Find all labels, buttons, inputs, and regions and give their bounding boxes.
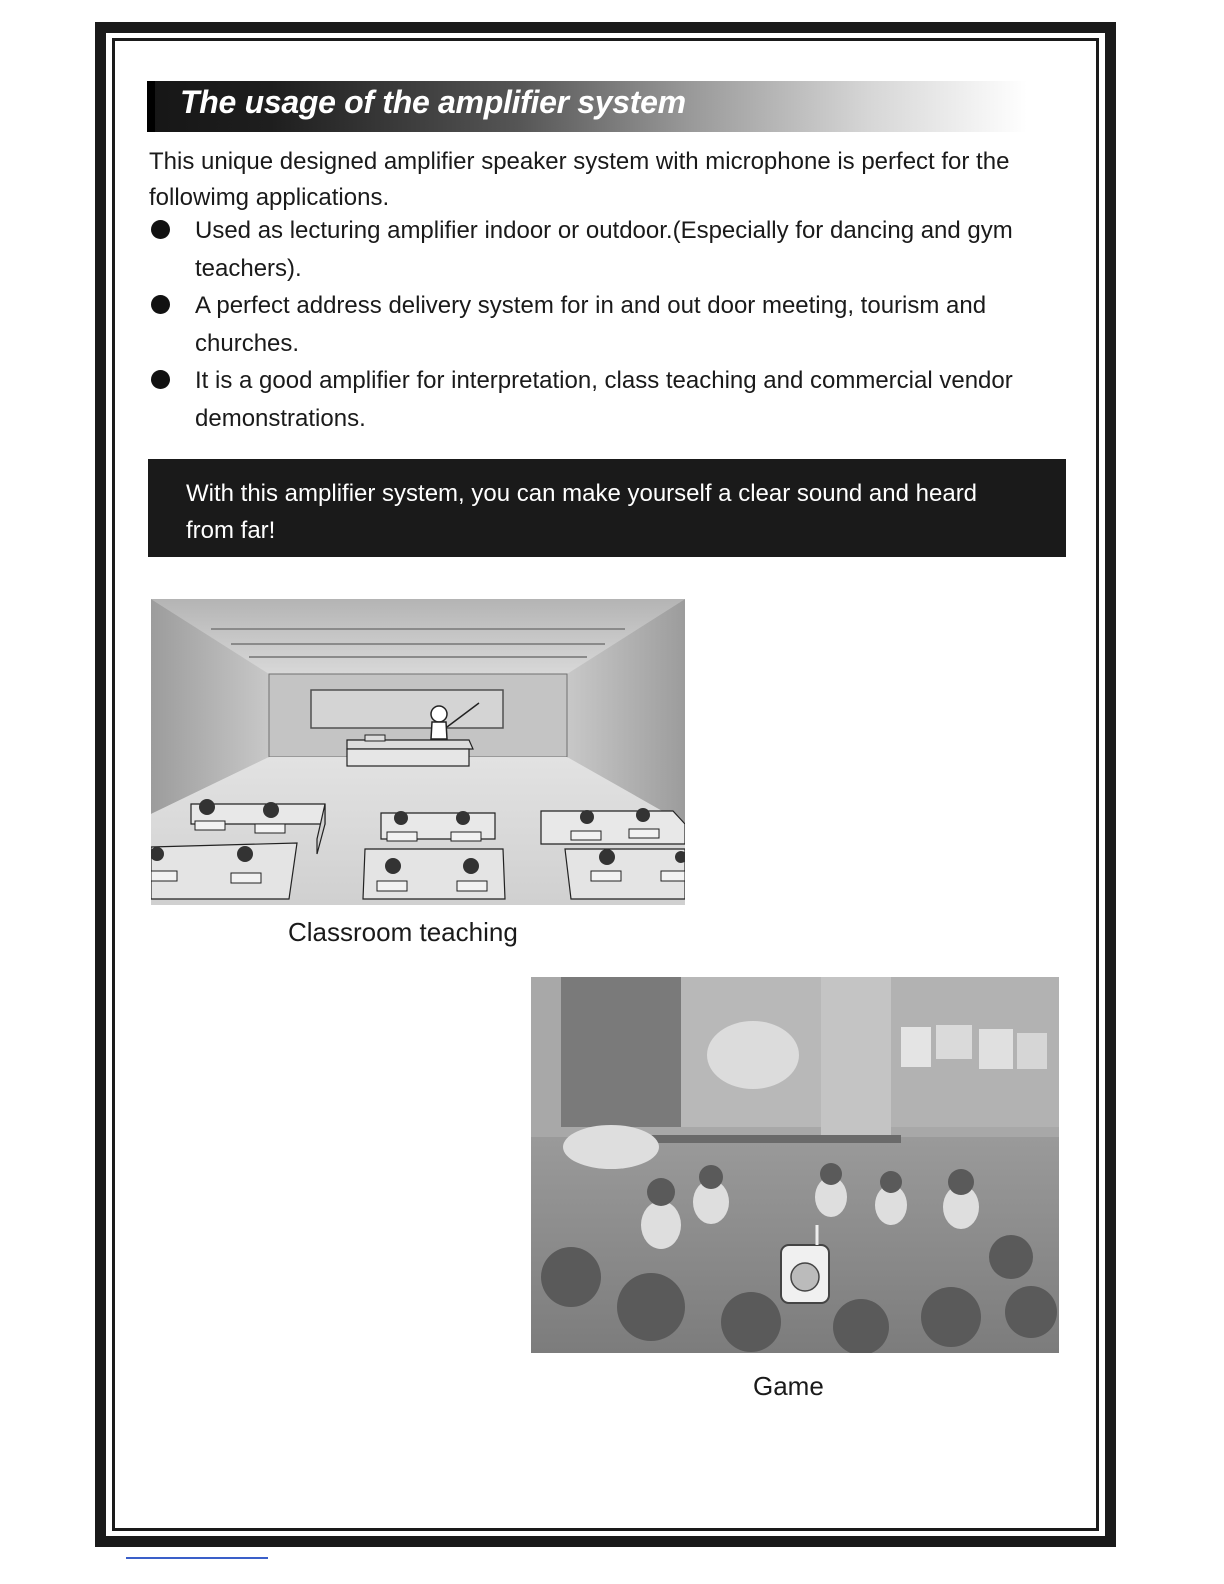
classroom-caption: Classroom teaching bbox=[288, 917, 518, 947]
list-item bbox=[149, 362, 1079, 437]
game-caption: Game bbox=[753, 1371, 824, 1401]
section-heading: The usage of the amplifier system bbox=[180, 84, 686, 120]
bullet-icon bbox=[151, 370, 170, 389]
classroom-illustration bbox=[151, 599, 685, 905]
callout-box bbox=[148, 459, 1066, 557]
bullet-icon bbox=[151, 295, 170, 314]
applications-list bbox=[149, 212, 1079, 437]
list-item-text: Used as lecturing amplifier indoor or outdoor.(Especially for dancing and gym teachers). bbox=[195, 217, 1013, 282]
game-photo bbox=[531, 977, 1059, 1353]
intro-paragraph: This unique designed amplifier speaker system with microphone is perfect for the followimg applications. bbox=[149, 148, 1010, 211]
bullet-icon bbox=[151, 220, 170, 239]
list-item bbox=[149, 287, 1079, 362]
callout-text: With this amplifier system, you can make yourself a clear sound and heard from far! bbox=[186, 480, 978, 544]
list-item-text: A perfect address delivery system for in and out door meeting, tourism and churches. bbox=[195, 292, 987, 357]
list-item bbox=[149, 212, 1079, 287]
list-item-text: It is a good amplifier for interpretation, class teaching and commercial vendor demonstrations. bbox=[195, 367, 1013, 432]
bottom-underline bbox=[126, 1557, 268, 1559]
heading-accent bbox=[147, 81, 155, 132]
